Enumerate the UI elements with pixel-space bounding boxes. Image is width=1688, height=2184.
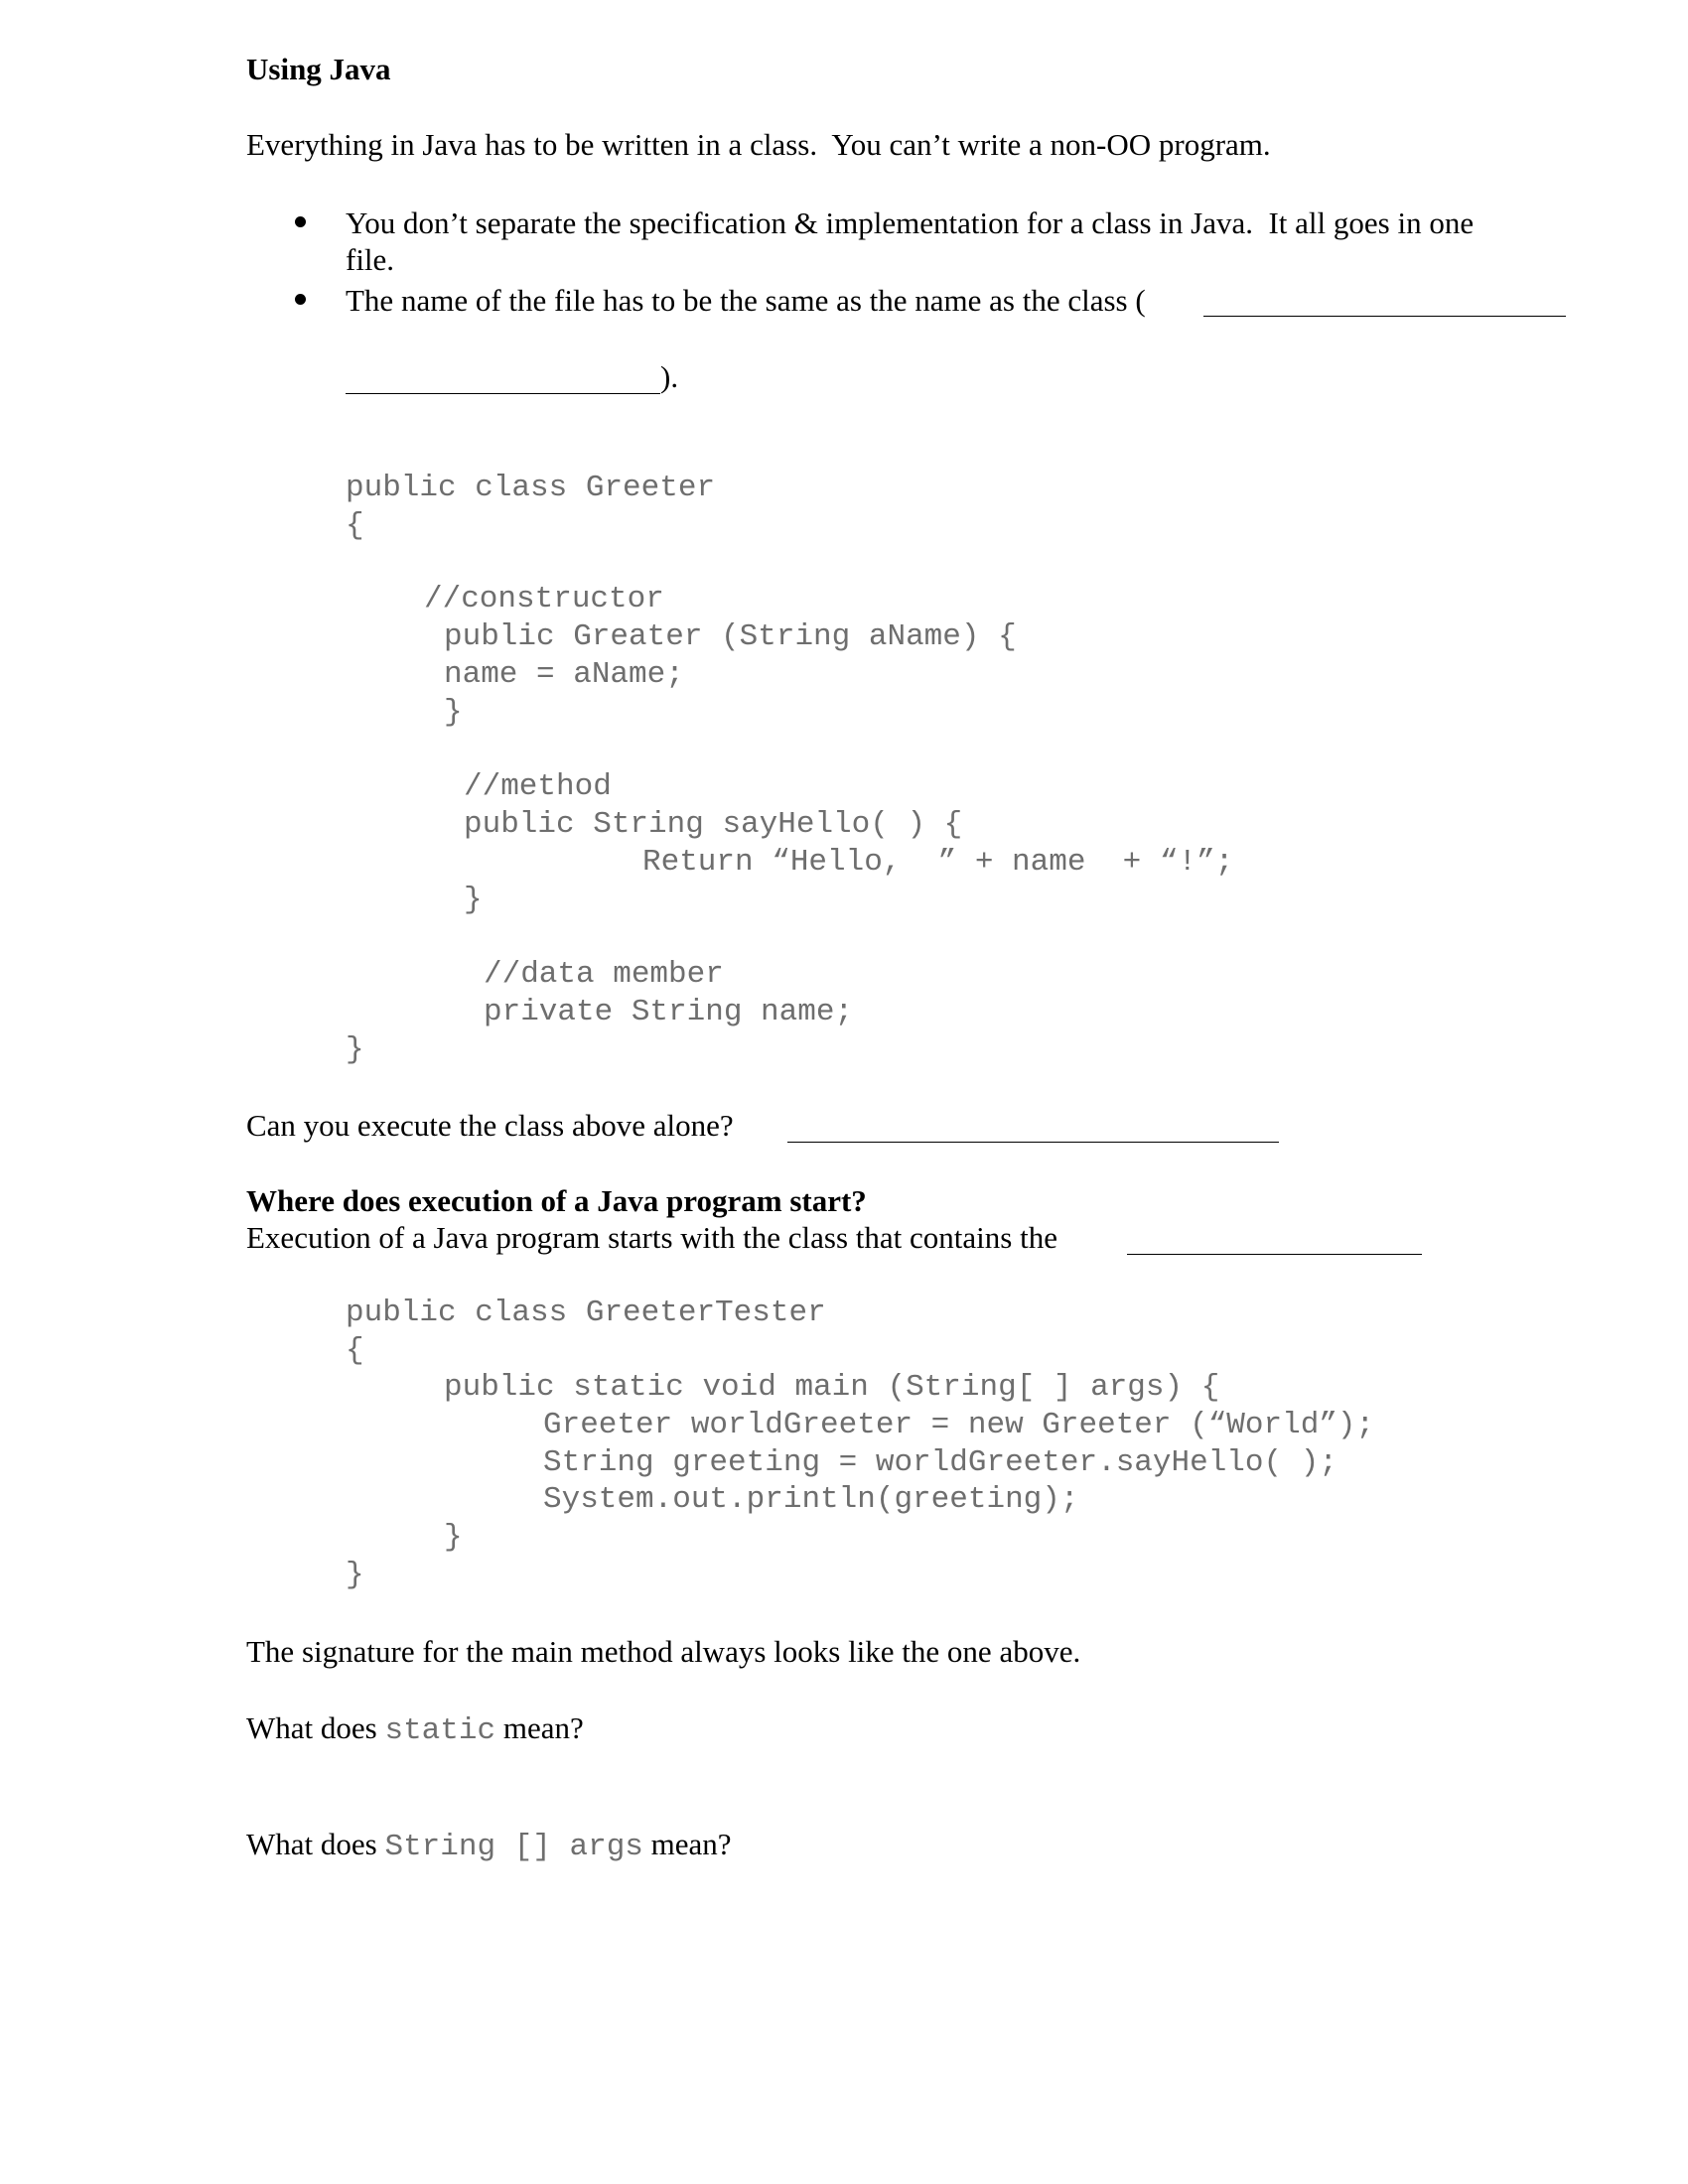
code-line: public Greater (String aName) {: [444, 619, 1017, 654]
code-line: Return “Hello, ” + name + “!”;: [642, 845, 1234, 880]
code-line: }: [444, 695, 463, 730]
bullet-icon: [295, 216, 306, 227]
code-line: }: [444, 1520, 463, 1555]
fill-in-blank-class-name[interactable]: [1203, 316, 1566, 317]
question-static-after: mean?: [495, 1710, 584, 1745]
bullet-2-line-2-end: ).: [660, 359, 679, 394]
code-line: }: [464, 883, 483, 917]
code-line: }: [346, 1558, 364, 1592]
question-args-code: String [] args: [384, 1830, 643, 1864]
code-line: public class Greeter: [346, 471, 716, 505]
code-line: public static void main (String[ ] args) {: [444, 1370, 1220, 1405]
fill-in-blank-class-name-continued[interactable]: [346, 393, 660, 394]
bullet-1-line-2: file.: [346, 242, 395, 277]
code-line: //data member: [484, 957, 724, 992]
code-line: //method: [464, 769, 612, 804]
question-static: [246, 1710, 584, 1749]
code-line: name = aName;: [444, 657, 684, 692]
question-args: [246, 1827, 732, 1865]
code-line: {: [346, 1333, 364, 1368]
fill-in-blank-execute[interactable]: [787, 1142, 1279, 1143]
execution-start-text: Execution of a Java program starts with the class that contains the: [246, 1220, 1057, 1255]
question-args-after: mean?: [642, 1827, 732, 1861]
fill-in-blank-main-method[interactable]: [1127, 1254, 1422, 1255]
question-args-before: What does: [246, 1827, 385, 1861]
bullet-1-line-1: You don’t separate the specification & implementation for a class in Java. It all goes in one: [346, 205, 1475, 240]
main-signature-statement: The signature for the main method always looks like the one above.: [246, 1634, 1081, 1669]
code-line: public class GreeterTester: [346, 1296, 826, 1330]
bullet-2-line-1: The name of the file has to be the same as the name as the class (: [346, 283, 1146, 318]
bullet-icon: [295, 294, 306, 305]
code-line: private String name;: [484, 995, 854, 1029]
code-line: String greeting = worldGreeter.sayHello( );: [543, 1445, 1337, 1480]
code-line: public String sayHello( ) {: [464, 807, 963, 842]
code-line: System.out.println(greeting);: [543, 1482, 1079, 1517]
code-line: }: [346, 1032, 364, 1067]
question-execute-alone: Can you execute the class above alone?: [246, 1108, 734, 1143]
question-static-before: What does: [246, 1710, 385, 1745]
code-line: Greeter worldGreeter = new Greeter (“World”);: [543, 1408, 1375, 1442]
code-line: //constructor: [424, 582, 664, 616]
code-line: {: [346, 508, 364, 543]
question-static-code: static: [384, 1713, 496, 1748]
intro-paragraph: Everything in Java has to be written in a class. You can’t write a non-OO program.: [246, 127, 1271, 162]
page-title: Using Java: [246, 52, 391, 86]
section-heading-execution-start: Where does execution of a Java program start?: [246, 1183, 867, 1218]
